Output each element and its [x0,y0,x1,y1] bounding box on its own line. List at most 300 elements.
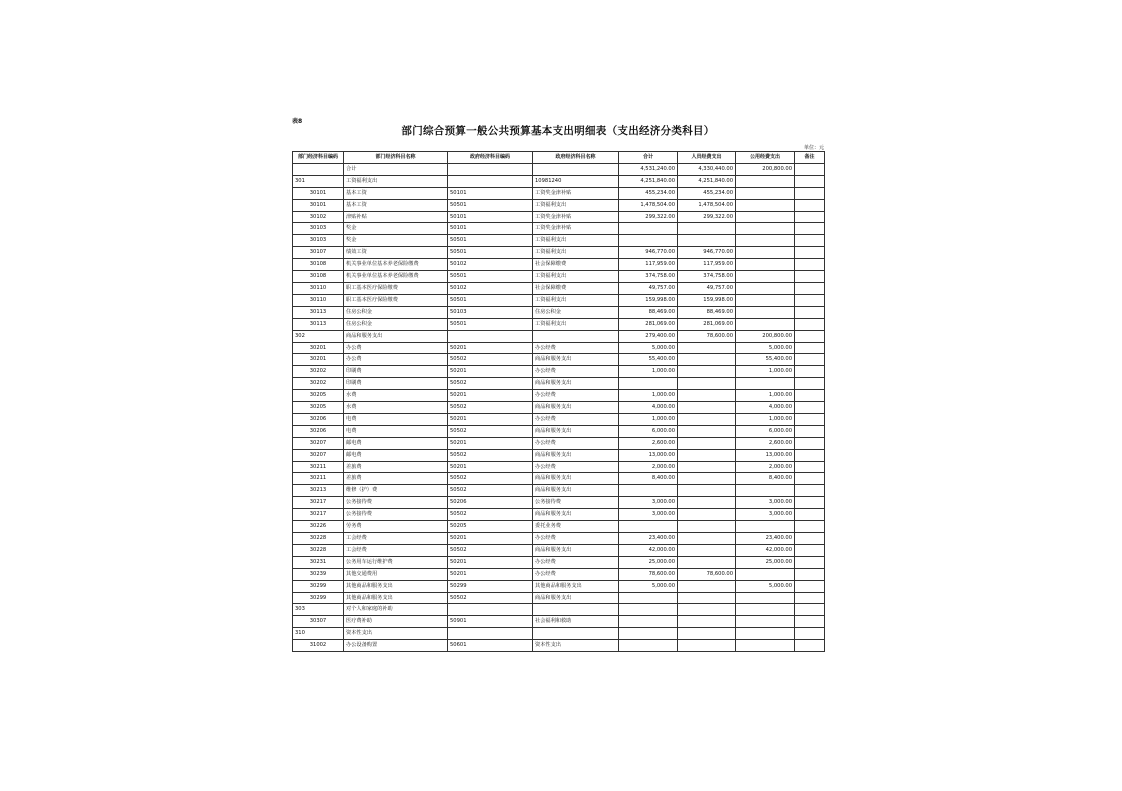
gov-name-cell: 办公经费 [533,366,619,378]
table-row [293,366,825,378]
personnel-cell [678,580,736,592]
gov-code-cell: 50102 [448,282,533,294]
gov-name-cell: 工资奖金津补贴 [533,223,619,235]
gov-code-cell [448,175,533,187]
personnel-cell: 4,251,840.00 [678,175,736,187]
table-row [293,628,825,640]
gov-name-cell [533,604,619,616]
dept-name-cell: 医疗费补助 [344,616,448,628]
gov-name-cell: 商品和服务支出 [533,402,619,414]
public-cell: 1,000.00 [736,366,795,378]
gov-code-cell: 50201 [448,533,533,545]
total-cell: 42,000.00 [619,544,678,556]
table-row [293,580,825,592]
personnel-cell: 117,959.00 [678,259,736,271]
table-row [293,390,825,402]
public-cell: 6,000.00 [736,425,795,437]
dept-code-cell: 30205 [293,402,344,414]
gov-code-cell: 50101 [448,211,533,223]
total-cell: 1,000.00 [619,366,678,378]
remark-cell [795,580,825,592]
public-cell [736,592,795,604]
personnel-cell [678,640,736,652]
gov-code-cell: 50101 [448,223,533,235]
table-number: 表8 [292,118,303,125]
gov-name-cell: 办公经费 [533,533,619,545]
public-cell: 1,000.00 [736,413,795,425]
dept-name-cell: 印刷费 [344,366,448,378]
public-cell [736,211,795,223]
total-cell: 13,000.00 [619,449,678,461]
gov-name-cell [533,163,619,175]
gov-name-cell: 商品和服务支出 [533,425,619,437]
table-row [293,485,825,497]
personnel-cell [678,223,736,235]
dept-name-cell: 基本工资 [344,199,448,211]
dept-name-cell: 其他商品和服务支出 [344,580,448,592]
public-cell: 200,800.00 [736,163,795,175]
public-cell [736,568,795,580]
table-row [293,437,825,449]
gov-name-cell: 资本性支出 [533,640,619,652]
dept-code-cell: 30110 [293,294,344,306]
table-row [293,461,825,473]
personnel-cell: 455,234.00 [678,187,736,199]
gov-code-cell: 50299 [448,580,533,592]
dept-code-cell: 30103 [293,235,344,247]
public-cell: 13,000.00 [736,449,795,461]
dept-name-cell: 机关事业单位基本养老保险缴费 [344,271,448,283]
table-row [293,211,825,223]
total-cell: 279,400.00 [619,330,678,342]
personnel-cell [678,628,736,640]
gov-code-cell: 50502 [448,485,533,497]
personnel-cell [678,616,736,628]
table-row [293,592,825,604]
gov-name-cell: 商品和服务支出 [533,592,619,604]
gov-name-cell: 社会福利和救助 [533,616,619,628]
remark-cell [795,271,825,283]
gov-code-cell: 50501 [448,199,533,211]
remark-cell [795,556,825,568]
table-row [293,199,825,211]
gov-name-cell [533,330,619,342]
public-cell [736,616,795,628]
remark-cell [795,199,825,211]
personnel-cell: 78,600.00 [678,568,736,580]
table-row [293,271,825,283]
personnel-cell [678,342,736,354]
personnel-cell [678,402,736,414]
personnel-cell [678,604,736,616]
gov-code-cell: 50206 [448,497,533,509]
personnel-cell: 159,998.00 [678,294,736,306]
dept-code-cell: 30226 [293,521,344,533]
dept-name-cell: 对个人和家庭的补助 [344,604,448,616]
gov-code-cell: 50201 [448,342,533,354]
gov-name-cell: 工资福利支出 [533,318,619,330]
dept-code-cell: 302 [293,330,344,342]
personnel-cell [678,235,736,247]
column-header: 政府经济科目编码 [448,152,533,164]
personnel-cell [678,390,736,402]
total-cell: 1,478,504.00 [619,199,678,211]
personnel-cell [678,425,736,437]
remark-cell [795,461,825,473]
table-row [293,330,825,342]
public-cell [736,604,795,616]
public-cell: 42,000.00 [736,544,795,556]
dept-name-cell: 奖金 [344,223,448,235]
dept-name-cell: 住房公积金 [344,306,448,318]
dept-code-cell: 30231 [293,556,344,568]
public-cell [736,318,795,330]
dept-name-cell: 基本工资 [344,187,448,199]
gov-name-cell: 商品和服务支出 [533,485,619,497]
total-cell: 3,000.00 [619,497,678,509]
total-cell: 455,234.00 [619,187,678,199]
table-row [293,402,825,414]
gov-name-cell: 其他商品和服务支出 [533,580,619,592]
dept-name-cell: 公务接待费 [344,509,448,521]
dept-code-cell: 310 [293,628,344,640]
remark-cell [795,521,825,533]
gov-name-cell: 办公经费 [533,556,619,568]
total-cell: 3,000.00 [619,509,678,521]
gov-name-cell: 公务接待费 [533,497,619,509]
public-cell [736,199,795,211]
gov-name-cell: 商品和服务支出 [533,378,619,390]
remark-cell [795,413,825,425]
personnel-cell [678,461,736,473]
column-header: 部门经济科目名称 [344,152,448,164]
personnel-cell [678,497,736,509]
remark-cell [795,342,825,354]
gov-name-cell: 社会保障缴费 [533,259,619,271]
table-row [293,449,825,461]
personnel-cell [678,413,736,425]
personnel-cell: 374,758.00 [678,271,736,283]
public-cell [736,294,795,306]
total-cell: 1,000.00 [619,413,678,425]
remark-cell [795,497,825,509]
public-cell: 2,600.00 [736,437,795,449]
personnel-cell [678,473,736,485]
dept-code-cell: 30207 [293,449,344,461]
personnel-cell [678,437,736,449]
dept-code-cell [293,163,344,175]
dept-code-cell: 30207 [293,437,344,449]
gov-code-cell: 50501 [448,271,533,283]
public-cell: 8,400.00 [736,473,795,485]
dept-code-cell: 30103 [293,223,344,235]
dept-code-cell: 30101 [293,199,344,211]
table-row [293,556,825,568]
remark-cell [795,640,825,652]
total-cell: 23,400.00 [619,533,678,545]
remark-cell [795,282,825,294]
table-row [293,521,825,533]
dept-name-cell: 电费 [344,425,448,437]
gov-name-cell: 办公经费 [533,342,619,354]
dept-name-cell: 邮电费 [344,437,448,449]
dept-name-cell: 职工基本医疗保险缴费 [344,294,448,306]
dept-code-cell: 30228 [293,544,344,556]
gov-name-cell [533,628,619,640]
remark-cell [795,247,825,259]
table-row [293,497,825,509]
public-cell: 3,000.00 [736,509,795,521]
gov-name-cell: 商品和服务支出 [533,544,619,556]
personnel-cell [678,354,736,366]
column-header: 部门经济科目编码 [293,152,344,164]
gov-name-cell: 商品和服务支出 [533,473,619,485]
table-row [293,354,825,366]
total-cell: 159,998.00 [619,294,678,306]
remark-cell [795,604,825,616]
public-cell: 5,000.00 [736,580,795,592]
remark-cell [795,509,825,521]
gov-name-cell: 10981240 [533,175,619,187]
gov-code-cell: 50201 [448,568,533,580]
dept-code-cell: 30211 [293,473,344,485]
public-cell [736,271,795,283]
total-cell: 117,959.00 [619,259,678,271]
personnel-cell: 49,757.00 [678,282,736,294]
public-cell [736,306,795,318]
gov-name-cell: 商品和服务支出 [533,354,619,366]
personnel-cell [678,544,736,556]
personnel-cell: 4,330,440.00 [678,163,736,175]
personnel-cell: 1,478,504.00 [678,199,736,211]
total-cell: 6,000.00 [619,425,678,437]
table-row [293,425,825,437]
gov-code-cell: 50201 [448,413,533,425]
table-row [293,175,825,187]
dept-name-cell: 办公设备购置 [344,640,448,652]
personnel-cell [678,378,736,390]
budget-table [292,151,825,652]
total-cell [619,521,678,533]
table-row [293,247,825,259]
remark-cell [795,544,825,556]
remark-cell [795,568,825,580]
dept-name-cell: 水费 [344,390,448,402]
dept-code-cell: 30299 [293,592,344,604]
public-cell: 3,000.00 [736,497,795,509]
table-row [293,342,825,354]
total-cell: 374,758.00 [619,271,678,283]
dept-name-cell: 印刷费 [344,378,448,390]
personnel-cell [678,509,736,521]
table-row [293,616,825,628]
gov-code-cell: 50502 [448,592,533,604]
dept-code-cell: 30202 [293,366,344,378]
dept-name-cell: 其他交通费用 [344,568,448,580]
total-cell: 49,757.00 [619,282,678,294]
remark-cell [795,437,825,449]
gov-code-cell: 50201 [448,437,533,449]
gov-code-cell: 50502 [448,402,533,414]
unit-label: 单位：元 [803,145,824,151]
remark-cell [795,485,825,497]
public-cell: 200,800.00 [736,330,795,342]
remark-cell [795,175,825,187]
remark-cell [795,533,825,545]
dept-name-cell: 办公费 [344,342,448,354]
gov-code-cell: 50502 [448,473,533,485]
public-cell [736,175,795,187]
dept-code-cell: 30217 [293,509,344,521]
public-cell [736,640,795,652]
gov-name-cell: 工资福利支出 [533,247,619,259]
remark-cell [795,402,825,414]
gov-code-cell: 50201 [448,556,533,568]
dept-name-cell: 办公费 [344,354,448,366]
table-row [293,223,825,235]
dept-code-cell: 30239 [293,568,344,580]
gov-code-cell: 50901 [448,616,533,628]
remark-cell [795,354,825,366]
personnel-cell: 78,600.00 [678,330,736,342]
remark-cell [795,259,825,271]
remark-cell [795,294,825,306]
table-header-row [293,152,825,164]
public-cell: 2,000.00 [736,461,795,473]
dept-code-cell: 30217 [293,497,344,509]
public-cell: 23,400.00 [736,533,795,545]
public-cell [736,247,795,259]
personnel-cell: 281,069.00 [678,318,736,330]
dept-name-cell: 工会经费 [344,533,448,545]
dept-name-cell: 合计 [344,163,448,175]
column-header: 政府经济科目名称 [533,152,619,164]
total-cell [619,628,678,640]
column-header: 合计 [619,152,678,164]
gov-code-cell [448,628,533,640]
personnel-cell [678,485,736,497]
dept-name-cell: 劳务费 [344,521,448,533]
dept-code-cell: 301 [293,175,344,187]
total-cell: 2,600.00 [619,437,678,449]
dept-name-cell: 绩效工资 [344,247,448,259]
dept-code-cell: 30228 [293,533,344,545]
table-row [293,163,825,175]
public-cell [736,521,795,533]
table-row [293,282,825,294]
total-cell: 78,600.00 [619,568,678,580]
dept-name-cell: 机关事业单位基本养老保险缴费 [344,259,448,271]
gov-name-cell: 商品和服务支出 [533,449,619,461]
dept-code-cell: 30108 [293,271,344,283]
page-title: 部门综合预算一般公共预算基本支出明细表（支出经济分类科目） [401,125,715,137]
dept-name-cell: 电费 [344,413,448,425]
total-cell [619,592,678,604]
public-cell: 4,000.00 [736,402,795,414]
total-cell [619,616,678,628]
gov-code-cell: 50103 [448,306,533,318]
total-cell: 88,469.00 [619,306,678,318]
table-row [293,640,825,652]
personnel-cell: 946,770.00 [678,247,736,259]
table-row [293,568,825,580]
public-cell [736,378,795,390]
dept-code-cell: 30108 [293,259,344,271]
remark-cell [795,390,825,402]
table-row [293,235,825,247]
remark-cell [795,223,825,235]
table-row [293,187,825,199]
remark-cell [795,163,825,175]
gov-name-cell: 商品和服务支出 [533,509,619,521]
personnel-cell: 88,469.00 [678,306,736,318]
remark-cell [795,211,825,223]
gov-name-cell: 工资奖金津补贴 [533,211,619,223]
gov-code-cell: 50501 [448,235,533,247]
gov-code-cell [448,604,533,616]
total-cell: 25,000.00 [619,556,678,568]
dept-code-cell: 30206 [293,425,344,437]
gov-code-cell: 50501 [448,294,533,306]
table-row [293,378,825,390]
table-row [293,509,825,521]
dept-name-cell: 水费 [344,402,448,414]
gov-name-cell: 工资福利支出 [533,271,619,283]
gov-name-cell: 工资福利支出 [533,235,619,247]
table-row [293,604,825,616]
gov-code-cell: 50502 [448,425,533,437]
gov-code-cell [448,330,533,342]
dept-code-cell: 303 [293,604,344,616]
personnel-cell [678,592,736,604]
remark-cell [795,366,825,378]
personnel-cell: 299,322.00 [678,211,736,223]
remark-cell [795,318,825,330]
table-row [293,473,825,485]
total-cell: 55,400.00 [619,354,678,366]
total-cell [619,640,678,652]
public-cell: 25,000.00 [736,556,795,568]
dept-code-cell: 30211 [293,461,344,473]
gov-name-cell: 工资福利支出 [533,199,619,211]
table-row [293,294,825,306]
total-cell: 4,251,840.00 [619,175,678,187]
remark-cell [795,306,825,318]
gov-name-cell: 办公经费 [533,461,619,473]
dept-code-cell: 30113 [293,306,344,318]
gov-name-cell: 社会保障缴费 [533,282,619,294]
gov-name-cell: 办公经费 [533,568,619,580]
gov-code-cell: 50502 [448,544,533,556]
dept-code-cell: 30113 [293,318,344,330]
gov-code-cell: 50201 [448,461,533,473]
public-cell [736,223,795,235]
dept-name-cell: 公务接待费 [344,497,448,509]
personnel-cell [678,366,736,378]
remark-cell [795,449,825,461]
dept-code-cell: 30201 [293,342,344,354]
gov-code-cell: 50102 [448,259,533,271]
dept-name-cell: 差旅费 [344,473,448,485]
gov-code-cell: 50501 [448,318,533,330]
table-row [293,318,825,330]
dept-code-cell: 30102 [293,211,344,223]
total-cell: 1,000.00 [619,390,678,402]
gov-code-cell: 50201 [448,390,533,402]
public-cell [736,235,795,247]
public-cell [736,628,795,640]
dept-name-cell: 工资福利支出 [344,175,448,187]
